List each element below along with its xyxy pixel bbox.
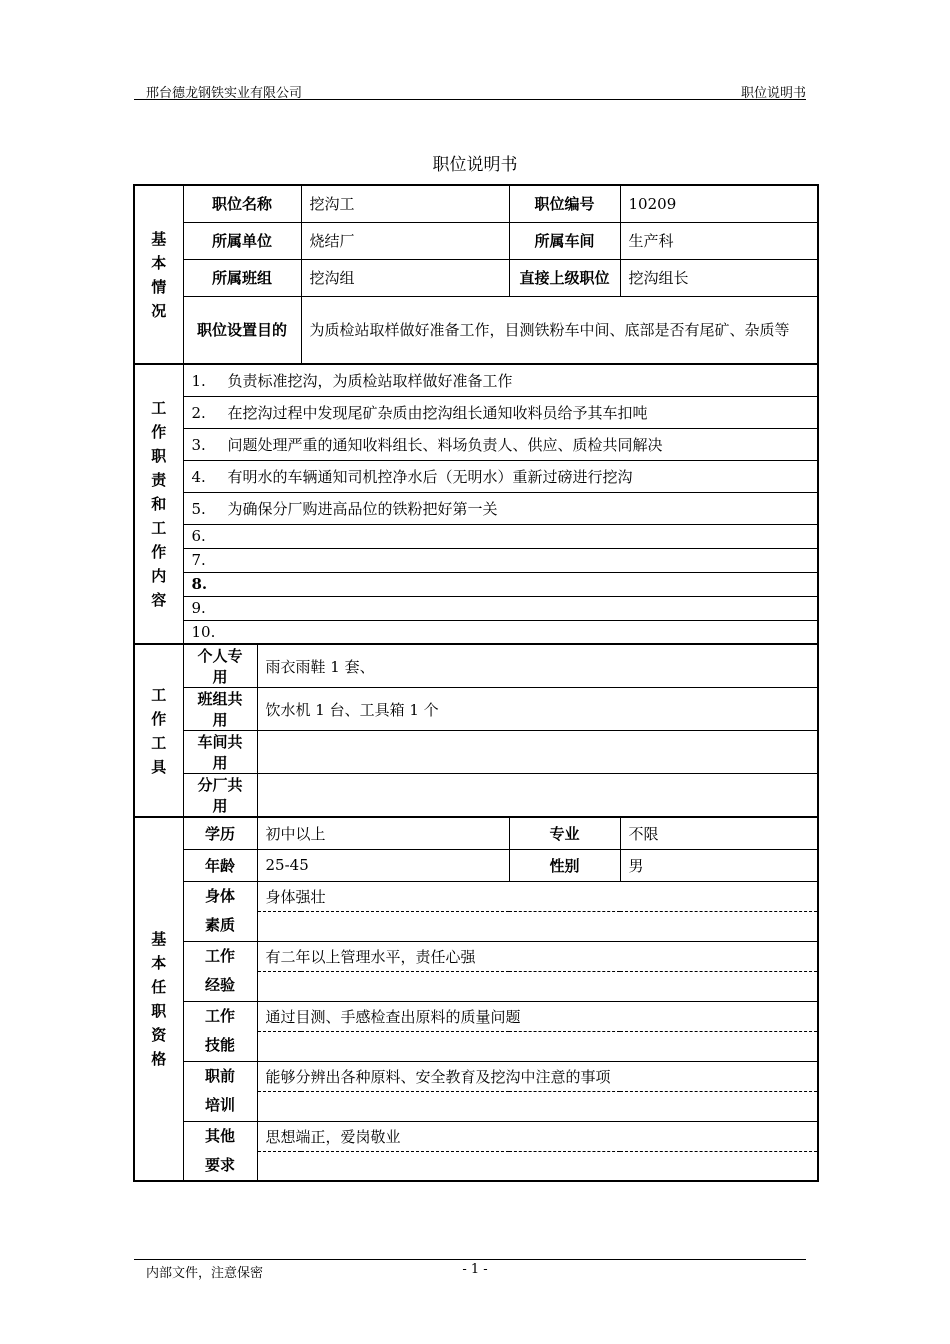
duty-item-9: 9. bbox=[183, 596, 818, 620]
skills-value: 通过目测、手感检查出原料的质量问题 bbox=[257, 1001, 818, 1031]
qual-row-age bbox=[134, 849, 818, 881]
age-value: 25-45 bbox=[257, 849, 509, 881]
basic-row-1 bbox=[134, 185, 818, 222]
gender-value: 男 bbox=[620, 849, 818, 881]
superior-value: 挖沟组长 bbox=[620, 259, 818, 296]
qual-row-edu bbox=[134, 817, 818, 849]
tool-value-4 bbox=[257, 774, 818, 818]
training-label: 职前 培训 bbox=[183, 1061, 257, 1121]
qual-row-other bbox=[134, 1121, 818, 1151]
tool-label-2: 班组共用 bbox=[183, 688, 257, 731]
tool-label-3: 车间共用 bbox=[183, 731, 257, 774]
footer-note: 内部文件，注意保密 bbox=[146, 1266, 264, 1281]
skills-value-blank bbox=[257, 1031, 818, 1061]
duty-row-3 bbox=[134, 428, 818, 460]
workshop-label: 所属车间 bbox=[509, 222, 620, 259]
basic-row-4 bbox=[134, 296, 818, 364]
physical-value-blank bbox=[257, 911, 818, 941]
tool-label-1: 个人专用 bbox=[183, 644, 257, 688]
duty-row-2 bbox=[134, 396, 818, 428]
tool-value-3 bbox=[257, 731, 818, 774]
workshop-value: 生产科 bbox=[620, 222, 818, 259]
position-name-label: 职位名称 bbox=[183, 185, 301, 222]
footer-page-number: - 1 - bbox=[462, 1262, 488, 1277]
position-no-value: 10209 bbox=[620, 185, 818, 222]
other-value: 思想端正，爱岗敬业 bbox=[257, 1121, 818, 1151]
other-label: 其他 要求 bbox=[183, 1121, 257, 1181]
other-value-blank bbox=[257, 1151, 818, 1181]
duty-item-8: 8. bbox=[183, 572, 818, 596]
physical-value: 身体强壮 bbox=[257, 881, 818, 911]
tools-section-label: 工作工具 bbox=[134, 644, 183, 817]
team-label: 所属班组 bbox=[183, 259, 301, 296]
duty-row-4 bbox=[134, 460, 818, 492]
major-value: 不限 bbox=[620, 817, 818, 849]
major-label: 专业 bbox=[509, 817, 620, 849]
duty-row-6 bbox=[134, 524, 818, 548]
qual-row-physical bbox=[134, 881, 818, 911]
duty-item-3: 3. 问题处理严重的通知收料组长、料场负责人、供应、质检共同解决 bbox=[183, 428, 818, 460]
skills-label: 工作 技能 bbox=[183, 1001, 257, 1061]
tool-row-1 bbox=[134, 644, 818, 688]
team-value: 挖沟组 bbox=[301, 259, 509, 296]
duty-row-1 bbox=[134, 364, 818, 396]
header-doc-type: 职位说明书 bbox=[740, 86, 806, 101]
tool-value-1: 雨衣雨鞋 1 套、 bbox=[257, 644, 818, 688]
position-name-value: 挖沟工 bbox=[301, 185, 509, 222]
experience-value: 有二年以上管理水平，责任心强 bbox=[257, 941, 818, 971]
header-company: 邢台德龙钢铁实业有限公司 bbox=[146, 86, 303, 101]
duty-item-6: 6. bbox=[183, 524, 818, 548]
header-rule bbox=[134, 99, 806, 100]
training-value: 能够分辨出各种原料、安全教育及挖沟中注意的事项 bbox=[257, 1061, 818, 1091]
age-label: 年龄 bbox=[183, 849, 257, 881]
education-label: 学历 bbox=[183, 817, 257, 849]
duty-row-5 bbox=[134, 492, 818, 524]
duty-item-4: 4. 有明水的车辆通知司机控净水后（无明水）重新过磅进行挖沟 bbox=[183, 460, 818, 492]
duty-item-7: 7. bbox=[183, 548, 818, 572]
basic-section-label: 基本情况 bbox=[134, 185, 183, 364]
education-value: 初中以上 bbox=[257, 817, 509, 849]
qual-row-skills bbox=[134, 1001, 818, 1031]
basic-row-3 bbox=[134, 259, 818, 296]
tool-row-4 bbox=[134, 774, 818, 818]
duty-item-1: 1. 负责标准挖沟，为质检站取样做好准备工作 bbox=[183, 364, 818, 396]
duty-row-7 bbox=[134, 548, 818, 572]
duty-item-2: 2. 在挖沟过程中发现尾矿杂质由挖沟组长通知收料员给予其车扣吨 bbox=[183, 396, 818, 428]
unit-value: 烧结厂 bbox=[301, 222, 509, 259]
physical-label: 身体 素质 bbox=[183, 881, 257, 941]
gender-label: 性别 bbox=[509, 849, 620, 881]
duty-row-8 bbox=[134, 572, 818, 596]
qual-row-training bbox=[134, 1061, 818, 1091]
job-description-table bbox=[133, 184, 819, 1182]
tool-row-2 bbox=[134, 688, 818, 731]
duty-row-10 bbox=[134, 620, 818, 644]
basic-row-2 bbox=[134, 222, 818, 259]
unit-label: 所属单位 bbox=[183, 222, 301, 259]
qual-row-experience bbox=[134, 941, 818, 971]
tool-label-4: 分厂共用 bbox=[183, 774, 257, 818]
experience-value-blank bbox=[257, 971, 818, 1001]
duties-section-label: 工作职责和工作内容 bbox=[134, 364, 183, 644]
purpose-value: 为质检站取样做好准备工作，目测铁粉车中间、底部是否有尾矿、杂质等 bbox=[301, 296, 818, 364]
training-value-blank bbox=[257, 1091, 818, 1121]
footer-rule bbox=[134, 1259, 806, 1260]
superior-label: 直接上级职位 bbox=[509, 259, 620, 296]
duty-row-9 bbox=[134, 596, 818, 620]
document-title: 职位说明书 bbox=[432, 155, 518, 175]
tool-value-2: 饮水机 1 台、工具箱 1 个 bbox=[257, 688, 818, 731]
duty-item-5: 5. 为确保分厂购进高品位的铁粉把好第一关 bbox=[183, 492, 818, 524]
experience-label: 工作 经验 bbox=[183, 941, 257, 1001]
duty-item-10: 10. bbox=[183, 620, 818, 644]
purpose-label: 职位设置目的 bbox=[183, 296, 301, 364]
tool-row-3 bbox=[134, 731, 818, 774]
qualifications-section-label: 基本任职资格 bbox=[134, 817, 183, 1181]
position-no-label: 职位编号 bbox=[509, 185, 620, 222]
